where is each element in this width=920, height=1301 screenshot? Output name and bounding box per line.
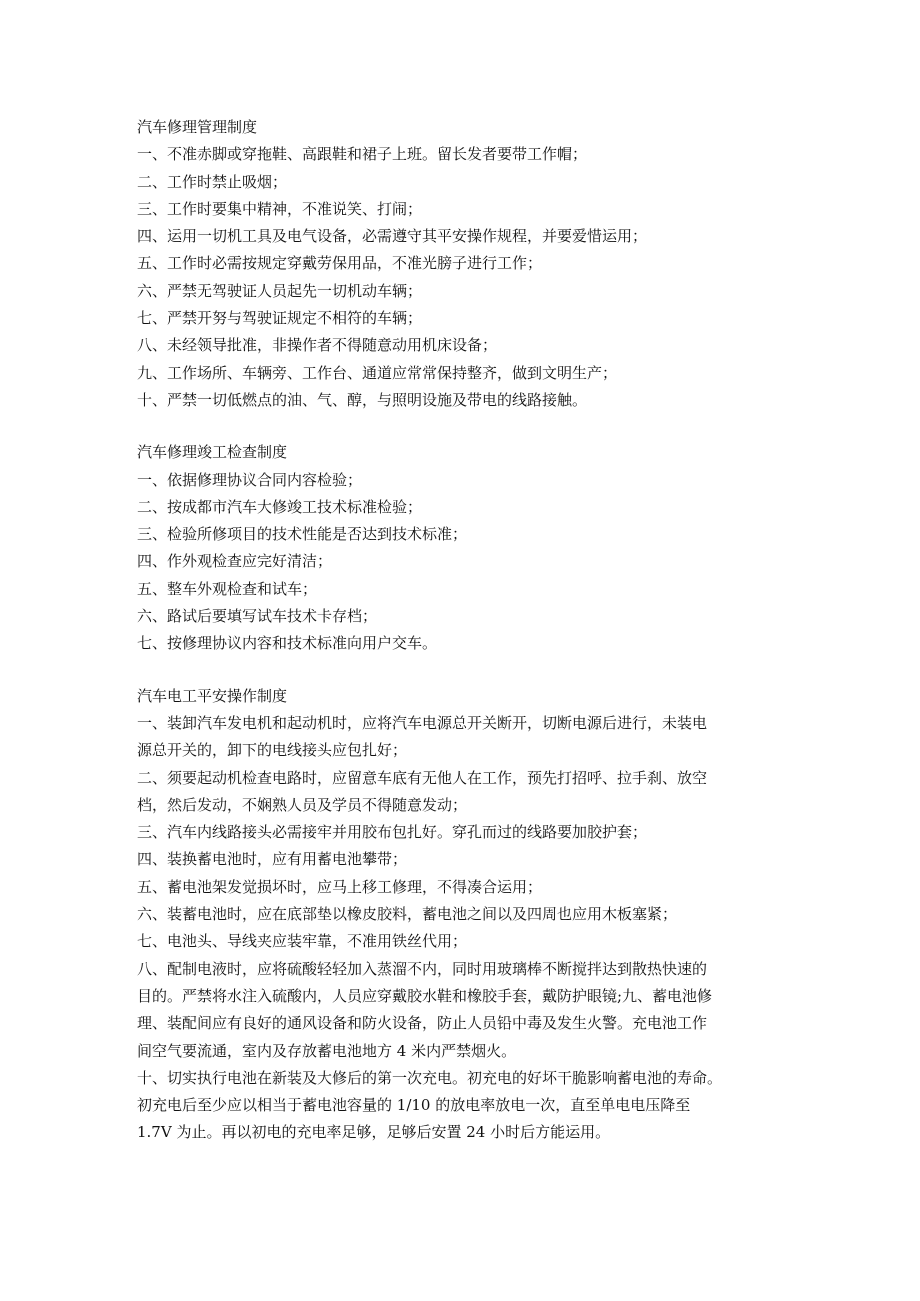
- rule-line: 初充电后至少应以相当于蓄电池容量的 1/10 的放电率放电一次，直至单电电压降至: [137, 1096, 691, 1115]
- rule-line: 十、切实执行电池在新装及大修后的第一次充电。初充电的好坏干脆影响蓄电池的寿命。: [137, 1068, 723, 1087]
- rule-item: 一、依据修理协议合同内容检验；: [137, 470, 363, 489]
- rule-item: [137, 901, 797, 928]
- rule-item: 七、严禁开努与驾驶证规定不相符的车辆；: [137, 309, 423, 328]
- rule-line: 理、装配间应有良好的通风设备和防火设备，防止人员铅中毒及发生火警。充电池工作: [137, 1014, 708, 1033]
- rule-item: [137, 819, 797, 846]
- rule-line: 二、须要起动机检查电路时，应留意车底有无他人在工作，预先打招呼、拉手刹、放空: [137, 768, 708, 787]
- rule-line: 目的。严禁将水注入硫酸内，人员应穿戴胶水鞋和橡胶手套，戴防护眼镜;九、蓄电池修: [137, 986, 713, 1005]
- rule-line: 间空气要流通，室内及存放蓄电池地方 4 米内严禁烟火。: [137, 1041, 517, 1060]
- rule-item: 七、按修理协议内容和技术标准向用户交车。: [137, 634, 438, 653]
- section-title: 汽车修理管理制度: [137, 118, 258, 136]
- rule-item: [137, 765, 797, 820]
- rule-line: 四、装换蓄电池时，应有用蓄电池攀带；: [137, 850, 408, 869]
- rule-item: 六、严禁无驾驶证人员起先一切机动车辆；: [137, 281, 423, 300]
- rule-item: 二、工作时禁止吸烟；: [137, 172, 288, 191]
- rule-item: 四、作外观检查应完好清洁；: [137, 552, 333, 571]
- rule-item: 三、工作时要集中精神，不准说笑、打闹；: [137, 199, 423, 218]
- rule-line: 八、配制电液时，应将硫酸轻轻加入蒸溜不内，同时用玻璃棒不断搅拌达到散热快速的: [137, 959, 708, 978]
- rule-item: 五、整车外观检查和试车；: [137, 579, 318, 598]
- rule-item: 八、未经领导批准，非操作者不得随意动用机床设备；: [137, 336, 498, 355]
- rule-item: 四、运用一切机工具及电气设备，必需遵守其平安操作规程，并要爱惜运用；: [137, 227, 648, 246]
- section-title: 汽车电工平安操作制度: [137, 686, 288, 705]
- rule-item: [137, 1065, 797, 1147]
- rule-line: 源总开关的，卸下的电线接头应包扎好；: [137, 741, 408, 760]
- rule-line: 七、电池头、导线夹应装牢靠，不准用铁丝代用；: [137, 932, 468, 951]
- rule-line: 一、装卸汽车发电机和起动机时，应将汽车电源总开关断开，切断电源后进行，未装电: [137, 713, 708, 732]
- rule-line: 档，然后发动，不娴熟人员及学员不得随意发动；: [137, 795, 468, 814]
- section-vehicle-repair-management: [137, 114, 797, 414]
- document-page: [137, 114, 797, 1147]
- rule-line: 三、汽车内线路接头必需接牢并用胶布包扎好。穿孔而过的线路要加胶护套；: [137, 823, 648, 842]
- rule-item: [137, 710, 797, 765]
- section-completion-inspection: [137, 439, 797, 657]
- section-title: 汽车修理竣工检查制度: [137, 443, 288, 462]
- rule-item: 九、工作场所、车辆旁、工作台、通道应常常保持整齐，做到文明生产；: [137, 363, 618, 382]
- rule-item: 十、严禁一切低燃点的油、气、醇，与照明设施及带电的线路接触。: [137, 390, 588, 409]
- rule-item: 六、路试后要填写试车技术卡存档；: [137, 607, 378, 626]
- section-electrician-safety: [137, 683, 797, 1147]
- section-spacer: [137, 658, 797, 683]
- rule-item: 五、工作时必需按规定穿戴劳保用品，不准光膀子进行工作；: [137, 254, 543, 273]
- rule-line: 六、装蓄电池时，应在底部垫以橡皮胶料，蓄电池之间以及四周也应用木板塞紧；: [137, 905, 678, 924]
- rule-item: 三、检验所修项目的技术性能是否达到技术标准；: [137, 525, 468, 544]
- rule-item: 二、按成都市汽车大修竣工技术标准检验；: [137, 497, 423, 516]
- rule-item: [137, 846, 797, 873]
- rule-line: 1.7V 为止。再以初电的充电率足够，足够后安置 24 小时后方能运用。: [137, 1123, 611, 1142]
- rule-line: 五、蓄电池架发觉损坏时，应马上移工修理，不得凑合运用；: [137, 877, 543, 896]
- rule-item: [137, 956, 797, 1065]
- rule-item: [137, 928, 797, 955]
- rule-item: 一、不准赤脚或穿拖鞋、高跟鞋和裙子上班。留长发者要带工作帽；: [137, 145, 588, 164]
- section-spacer: [137, 414, 797, 439]
- rule-item: [137, 874, 797, 901]
